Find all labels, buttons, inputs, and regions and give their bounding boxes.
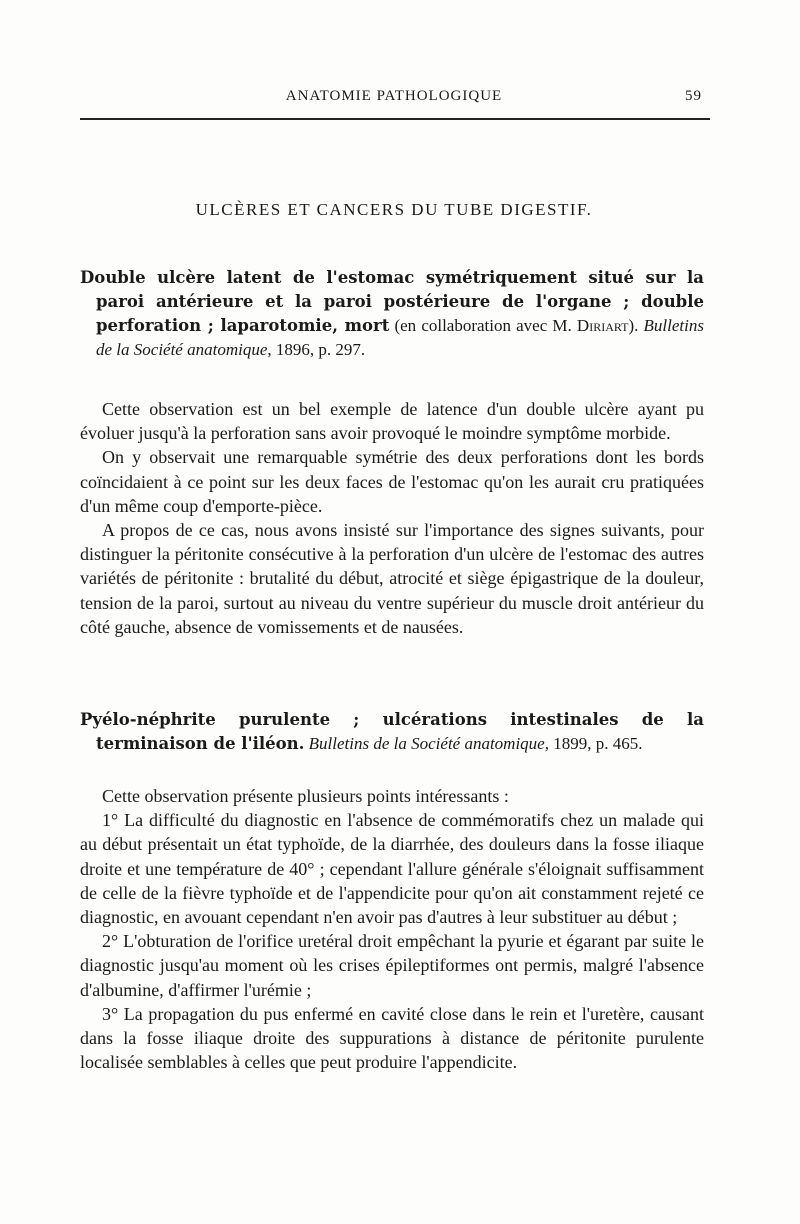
section-title: ULCÈRES ET CANCERS DU TUBE DIGESTIF. bbox=[195, 200, 593, 219]
entry-1-title bbox=[80, 266, 704, 362]
entry-2-title-main: Pyélo-néphrite purulente ; ulcérations intestinales de la terminaison de l'iléon. bbox=[80, 710, 704, 753]
entry-1-paragraph: On y observait une remarquable symétrie des deux perforations dont les bords coïncidaient à ce point sur les deux faces de l'estomac qu'on les aurait cru pratiquées d'un même coup d'emporte-pièce. bbox=[80, 447, 704, 516]
entry-1-collab: (en collaboration avec M. bbox=[389, 316, 577, 335]
entry-1-collab-name: Diriart bbox=[576, 316, 629, 335]
bibliography-entry-2 bbox=[80, 708, 704, 1074]
bibliography-entry-1 bbox=[80, 266, 704, 639]
entry-1-title-main: Double ulcère latent de l'estomac symétriquement situé sur la paroi antérieure et la paroi postérieure de l'organe ; double perforation ; laparotomie, mort bbox=[80, 268, 704, 335]
entry-1-paragraph: A propos de ce cas, nous avons insisté sur l'importance des signes suivants, pour distinguer la péritonite consécutive à la perforation d'un ulcère de l'estomac des autres variétés de péritonite : brutalité du début, atrocité et siège épigastrique de la douleur, tension de la paroi, surtout au niveau du ventre supérieur du muscle droit antérieur du côté gauche, absence de vomissements et de nausées. bbox=[80, 520, 704, 637]
entry-1-collab-end: ). bbox=[628, 316, 644, 335]
entry-1-ref: , 1896, p. 297. bbox=[267, 340, 366, 359]
entry-2-title bbox=[80, 708, 704, 756]
entry-2-paragraph: Cette observation présente plusieurs points intéressants : bbox=[102, 786, 509, 806]
entry-2-paragraph: 3° La propagation du pus enfermé en cavité close dans le rein et l'uretère, causant dans la fosse iliaque droite des suppurations à distance de péritonite purulente localisée semblables à celles que peut produire l'appendicite. bbox=[80, 1003, 704, 1073]
entry-2-paragraph: 2° L'obturation de l'orifice uretéral droit empêchant la pyurie et égarant par suite le diagnostic jusqu'au moment où les crises épileptiformes ont permis, malgré l'absence d'albumine, d'affirmer l'urémie ; bbox=[80, 931, 704, 1000]
page-number: 59 bbox=[685, 88, 702, 104]
running-header-title: ANATOMIE PATHOLOGIQUE bbox=[285, 88, 503, 104]
running-header bbox=[80, 88, 708, 110]
entry-2-ref: 1899, p. 465. bbox=[548, 734, 643, 753]
entry-2-journal: Bulletins de la Société anatomique, bbox=[304, 734, 549, 753]
header-rule bbox=[80, 118, 710, 120]
entry-1-journal: Bulletins de la Société anatomique bbox=[96, 316, 704, 359]
entry-1-paragraph: Cette observation est un bel exemple de latence d'un double ulcère ayant pu évoluer jusqu'à la perforation sans avoir provoqué le moindre symptôme morbide. bbox=[80, 399, 704, 444]
entry-2-paragraph: 1° La difficulté du diagnostic en l'absence de commémoratifs chez un malade qui au début présentait un état typhoïde, de la diarrhée, des douleurs dans la fosse iliaque droite et une température de 40° ; cependant l'allure générale s'éloignait suffisamment de celle de la fièvre typhoïde et de l'appendicite pour qu'on ait constamment rejeté ce diagnostic, en avouant cependant n'en avoir pas d'autres à leur substituer au début ; bbox=[80, 810, 704, 928]
